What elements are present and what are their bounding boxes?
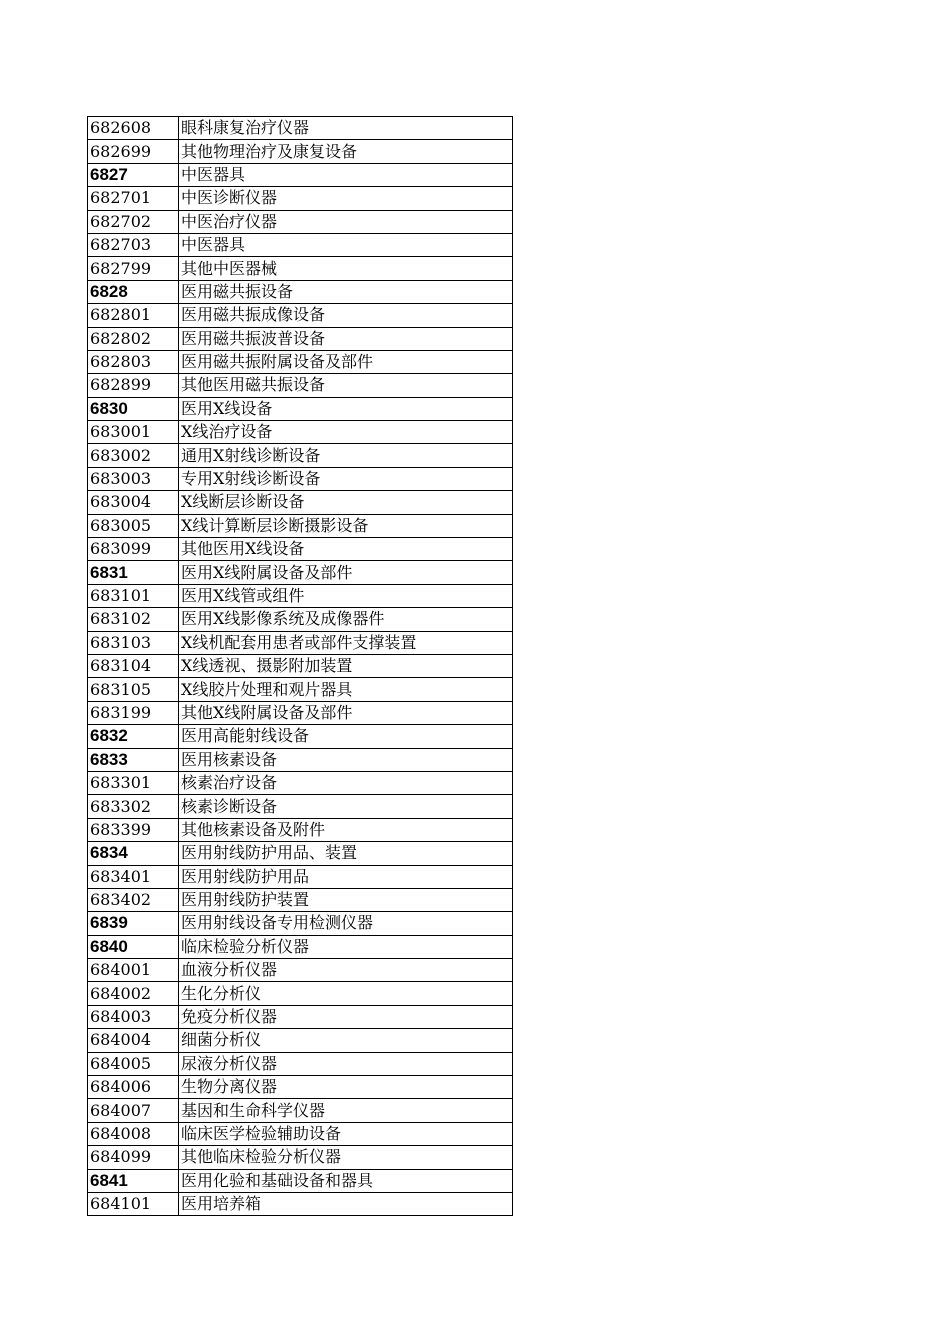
category-code-cell: 6834: [88, 842, 179, 865]
category-row: [88, 397, 513, 420]
code-cell: 684008: [88, 1122, 179, 1145]
name-cell: 临床医学检验辅助设备: [179, 1122, 513, 1145]
name-cell: X线断层诊断设备: [179, 491, 513, 514]
category-name-cell: 医用X线附属设备及部件: [179, 561, 513, 584]
name-cell: 通用X射线诊断设备: [179, 444, 513, 467]
name-cell: 眼科康复治疗仪器: [179, 117, 513, 140]
name-cell: 医用培养箱: [179, 1192, 513, 1215]
code-cell: 683401: [88, 865, 179, 888]
category-row: [88, 280, 513, 303]
table-row: [88, 771, 513, 794]
category-name-cell: 医用高能射线设备: [179, 725, 513, 748]
code-cell: 682899: [88, 374, 179, 397]
name-cell: 核素治疗设备: [179, 771, 513, 794]
category-code-cell: 6839: [88, 912, 179, 935]
name-cell: 医用X线管或组件: [179, 584, 513, 607]
name-cell: 其他医用X线设备: [179, 538, 513, 561]
category-name-cell: 医用X线设备: [179, 397, 513, 420]
table-row: [88, 1122, 513, 1145]
table-row: [88, 421, 513, 444]
table-row: [88, 608, 513, 631]
table-row: [88, 959, 513, 982]
name-cell: 医用磁共振波普设备: [179, 327, 513, 350]
table-row: [88, 257, 513, 280]
name-cell: 中医治疗仪器: [179, 210, 513, 233]
code-cell: 683003: [88, 467, 179, 490]
name-cell: 其他中医器械: [179, 257, 513, 280]
category-code-cell: 6827: [88, 163, 179, 186]
category-code-cell: 6828: [88, 280, 179, 303]
code-cell: 684004: [88, 1029, 179, 1052]
name-cell: 医用磁共振附属设备及部件: [179, 350, 513, 373]
table-row: [88, 1005, 513, 1028]
category-row: [88, 842, 513, 865]
category-name-cell: 医用化验和基础设备和器具: [179, 1169, 513, 1192]
category-code-cell: 6830: [88, 397, 179, 420]
table-row: [88, 654, 513, 677]
name-cell: 免疫分析仪器: [179, 1005, 513, 1028]
name-cell: 医用X线影像系统及成像器件: [179, 608, 513, 631]
code-cell: 684001: [88, 959, 179, 982]
category-name-cell: 医用核素设备: [179, 748, 513, 771]
code-cell: 683399: [88, 818, 179, 841]
table-row: [88, 701, 513, 724]
table-row: [88, 187, 513, 210]
code-cell: 684005: [88, 1052, 179, 1075]
code-cell: 682799: [88, 257, 179, 280]
table-row: [88, 467, 513, 490]
name-cell: 其他物理治疗及康复设备: [179, 140, 513, 163]
code-cell: 684006: [88, 1076, 179, 1099]
table-row: [88, 1052, 513, 1075]
code-cell: 682803: [88, 350, 179, 373]
name-cell: 核素诊断设备: [179, 795, 513, 818]
code-cell: 683004: [88, 491, 179, 514]
code-cell: 683104: [88, 654, 179, 677]
code-cell: 683402: [88, 888, 179, 911]
table-row: [88, 818, 513, 841]
code-cell: 682699: [88, 140, 179, 163]
code-cell: 682802: [88, 327, 179, 350]
name-cell: 生化分析仪: [179, 982, 513, 1005]
code-cell: 684002: [88, 982, 179, 1005]
table-row: [88, 233, 513, 256]
table-row: [88, 117, 513, 140]
table-row: [88, 795, 513, 818]
category-row: [88, 561, 513, 584]
table-row: [88, 140, 513, 163]
table-row: [88, 304, 513, 327]
category-row: [88, 725, 513, 748]
category-code-cell: 6833: [88, 748, 179, 771]
table-row: [88, 982, 513, 1005]
code-cell: 682702: [88, 210, 179, 233]
code-cell: 683002: [88, 444, 179, 467]
category-code-cell: 6832: [88, 725, 179, 748]
name-cell: 中医诊断仪器: [179, 187, 513, 210]
code-cell: 683199: [88, 701, 179, 724]
code-cell: 684007: [88, 1099, 179, 1122]
name-cell: X线治疗设备: [179, 421, 513, 444]
name-cell: 基因和生命科学仪器: [179, 1099, 513, 1122]
table-row: [88, 888, 513, 911]
code-cell: 684003: [88, 1005, 179, 1028]
table-row: [88, 538, 513, 561]
table-row: [88, 210, 513, 233]
name-cell: 其他医用磁共振设备: [179, 374, 513, 397]
category-row: [88, 163, 513, 186]
category-name-cell: 中医器具: [179, 163, 513, 186]
table-row: [88, 865, 513, 888]
code-cell: 683302: [88, 795, 179, 818]
code-cell: 683005: [88, 514, 179, 537]
table-row: [88, 1146, 513, 1169]
code-cell: 683101: [88, 584, 179, 607]
code-cell: 684101: [88, 1192, 179, 1215]
name-cell: 其他临床检验分析仪器: [179, 1146, 513, 1169]
category-row: [88, 912, 513, 935]
category-name-cell: 医用射线防护用品、装置: [179, 842, 513, 865]
classification-table: [87, 116, 513, 1216]
table-row: [88, 444, 513, 467]
table-row: [88, 1076, 513, 1099]
name-cell: X线透视、摄影附加装置: [179, 654, 513, 677]
code-cell: 683099: [88, 538, 179, 561]
code-cell: 683102: [88, 608, 179, 631]
code-cell: 683301: [88, 771, 179, 794]
category-row: [88, 935, 513, 958]
code-cell: 683103: [88, 631, 179, 654]
table-row: [88, 1192, 513, 1215]
table-row: [88, 374, 513, 397]
name-cell: 医用射线防护用品: [179, 865, 513, 888]
table-row: [88, 514, 513, 537]
category-row: [88, 748, 513, 771]
code-cell: 682701: [88, 187, 179, 210]
category-row: [88, 1169, 513, 1192]
classification-table-body: [88, 117, 513, 1216]
category-name-cell: 医用射线设备专用检测仪器: [179, 912, 513, 935]
code-cell: 682703: [88, 233, 179, 256]
table-row: [88, 1099, 513, 1122]
table-row: [88, 584, 513, 607]
name-cell: 其他X线附属设备及部件: [179, 701, 513, 724]
name-cell: 医用射线防护装置: [179, 888, 513, 911]
code-cell: 683105: [88, 678, 179, 701]
name-cell: 中医器具: [179, 233, 513, 256]
table-row: [88, 678, 513, 701]
name-cell: 其他核素设备及附件: [179, 818, 513, 841]
table-row: [88, 491, 513, 514]
name-cell: 医用磁共振成像设备: [179, 304, 513, 327]
name-cell: 专用X射线诊断设备: [179, 467, 513, 490]
table-row: [88, 1029, 513, 1052]
category-code-cell: 6840: [88, 935, 179, 958]
name-cell: 生物分离仪器: [179, 1076, 513, 1099]
name-cell: X线计算断层诊断摄影设备: [179, 514, 513, 537]
category-name-cell: 医用磁共振设备: [179, 280, 513, 303]
name-cell: 细菌分析仪: [179, 1029, 513, 1052]
name-cell: 血液分析仪器: [179, 959, 513, 982]
name-cell: X线胶片处理和观片器具: [179, 678, 513, 701]
code-cell: 682801: [88, 304, 179, 327]
category-code-cell: 6831: [88, 561, 179, 584]
name-cell: X线机配套用患者或部件支撑装置: [179, 631, 513, 654]
table-row: [88, 350, 513, 373]
code-cell: 684099: [88, 1146, 179, 1169]
table-row: [88, 327, 513, 350]
category-code-cell: 6841: [88, 1169, 179, 1192]
name-cell: 尿液分析仪器: [179, 1052, 513, 1075]
category-name-cell: 临床检验分析仪器: [179, 935, 513, 958]
code-cell: 683001: [88, 421, 179, 444]
code-cell: 682608: [88, 117, 179, 140]
table-row: [88, 631, 513, 654]
